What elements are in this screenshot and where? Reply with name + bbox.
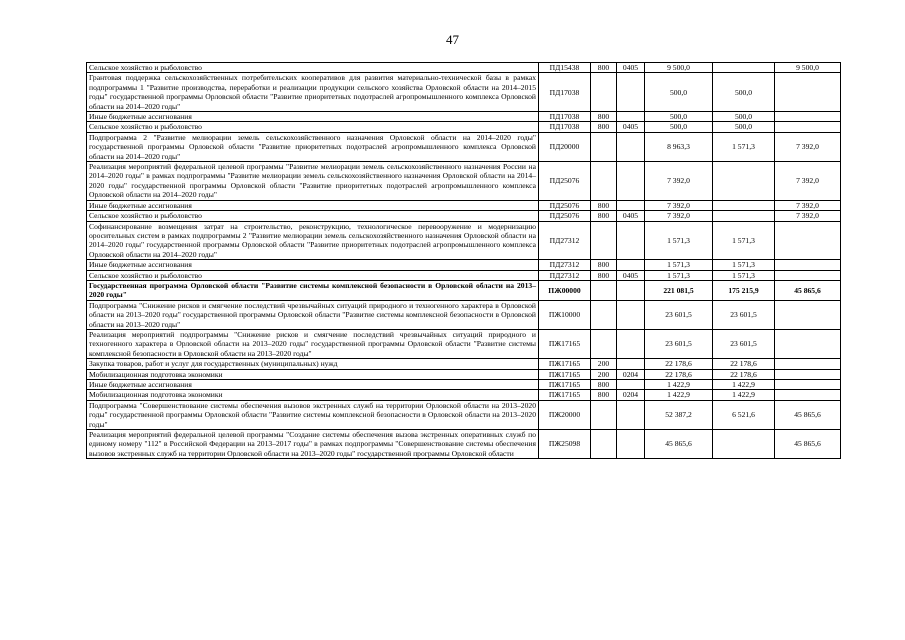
table-row (87, 270, 841, 280)
row-expense-type-cell: 800 (591, 200, 617, 210)
budget-table (86, 62, 841, 459)
row-federal-cell: 45 865,6 (775, 280, 841, 300)
row-regional-cell: 22 178,6 (713, 369, 775, 379)
row-total-cell: 500,0 (645, 122, 713, 132)
row-code-cell: ПД27312 (539, 260, 591, 270)
row-section-cell (617, 400, 645, 429)
row-federal-cell (775, 300, 841, 329)
row-section-cell (617, 280, 645, 300)
row-section-cell (617, 430, 645, 459)
row-section-cell (617, 200, 645, 210)
row-section-cell (617, 359, 645, 369)
row-name-cell: Реализация мероприятий подпрограммы "Снижение рисков и смягчение последствий чрезвычайных ситуаций природного и техногенного характера в Орловской области на 2013–2020 годы" государственной программы Орловской области "Развитие системы комплексной безопасности в Орловской области на 2013–2020 годы" (87, 329, 539, 358)
row-regional-cell: 1 571,3 (713, 260, 775, 270)
row-total-cell: 7 392,0 (645, 162, 713, 201)
row-section-cell (617, 112, 645, 122)
row-regional-cell: 23 601,5 (713, 329, 775, 358)
table-row (87, 369, 841, 379)
row-name-cell: Софинансирование возмещения затрат на строительство, реконструкцию, технологическое перевооружение и модернизацию оросительных систем в рамках подпрограммы 2 "Развитие мелиорации земель сельскохозяйственного назначения Орловской области на 2014–2020 годы" государственной программы Орловской области "Развитие приоритетных подотраслей агропромышленного комплекса Орловской области на 2014–2020 годы" (87, 221, 539, 260)
table-row (87, 400, 841, 429)
row-regional-cell: 1 571,3 (713, 270, 775, 280)
row-code-cell: ПЖ17165 (539, 390, 591, 400)
row-federal-cell (775, 112, 841, 122)
row-name-cell: Реализация мероприятий федеральной целевой программы "Создание системы обеспечения вызова экстренных оперативных служб по единому номеру "112" в Российской Федерации на 2013–2017 годы" в рамках подпрограммы "Совершенствование системы обеспечения вызовов экстренных служб на территории Орловской области на 2013–2020 годы" государственной программы Орловской области (87, 430, 539, 459)
row-regional-cell: 500,0 (713, 112, 775, 122)
row-expense-type-cell (591, 329, 617, 358)
row-federal-cell: 45 865,6 (775, 430, 841, 459)
row-expense-type-cell (591, 300, 617, 329)
row-regional-cell (713, 430, 775, 459)
row-code-cell: ПЖ17165 (539, 359, 591, 369)
table-row (87, 162, 841, 201)
row-federal-cell (775, 329, 841, 358)
row-name-cell: Сельское хозяйство и рыболовство (87, 211, 539, 221)
row-name-cell: Грантовая поддержка сельскохозяйственных потребительских кооперативов для развития материально-технической базы в рамках подпрограммы 1 "Развитие производства, переработки и реализации продукции сельского хозяйства Орловской области на 2014–2015 годы" государственной программы Орловской области "Развитие приоритетных подотраслей агропромышленного комплекса Орловской области на 2014–2020 годы" (87, 73, 539, 112)
row-regional-cell (713, 162, 775, 201)
row-regional-cell: 1 571,3 (713, 221, 775, 260)
row-total-cell: 221 081,5 (645, 280, 713, 300)
row-total-cell: 7 392,0 (645, 211, 713, 221)
table-row (87, 430, 841, 459)
row-federal-cell: 7 392,0 (775, 200, 841, 210)
row-federal-cell: 9 500,0 (775, 63, 841, 73)
row-code-cell: ПД27312 (539, 221, 591, 260)
row-expense-type-cell (591, 132, 617, 161)
table-row (87, 112, 841, 122)
row-section-cell: 0405 (617, 63, 645, 73)
row-name-cell: Реализация мероприятий федеральной целевой программы "Развитие мелиорации земель сельскохозяйственного назначения России на 2014–2020 годы" в рамках подпрограммы "Развитие мелиорации земель сельскохозяйственного назначения Орловской области на 2014–2020 годы" государственной программы Орловской области "Развитие приоритетных подотраслей агропромышленного комплекса Орловской области на 2014–2020 годы" (87, 162, 539, 201)
row-expense-type-cell: 800 (591, 211, 617, 221)
row-expense-type-cell (591, 73, 617, 112)
row-expense-type-cell (591, 221, 617, 260)
row-expense-type-cell: 200 (591, 359, 617, 369)
table-row (87, 211, 841, 221)
table-row (87, 380, 841, 390)
table-row (87, 122, 841, 132)
row-code-cell: ПЖ10000 (539, 300, 591, 329)
row-expense-type-cell (591, 400, 617, 429)
row-expense-type-cell: 800 (591, 390, 617, 400)
row-total-cell: 1 422,9 (645, 390, 713, 400)
row-federal-cell: 45 865,6 (775, 400, 841, 429)
row-expense-type-cell: 800 (591, 260, 617, 270)
row-name-cell: Закупка товаров, работ и услуг для государственных (муниципальных) нужд (87, 359, 539, 369)
row-expense-type-cell: 800 (591, 63, 617, 73)
row-name-cell: Мобилизационная подготовка экономики (87, 390, 539, 400)
row-code-cell: ПЖ25098 (539, 430, 591, 459)
table-row (87, 63, 841, 73)
row-expense-type-cell: 800 (591, 270, 617, 280)
row-total-cell: 22 178,6 (645, 369, 713, 379)
row-code-cell: ПЖ17165 (539, 329, 591, 358)
row-section-cell (617, 260, 645, 270)
table-row (87, 390, 841, 400)
row-code-cell: ПД17038 (539, 122, 591, 132)
row-regional-cell (713, 200, 775, 210)
row-total-cell: 1 571,3 (645, 221, 713, 260)
row-section-cell (617, 221, 645, 260)
row-section-cell (617, 300, 645, 329)
row-name-cell: Подпрограмма "Совершенствование системы обеспечения вызовов экстренных служб на территории Орловской области на 2013–2020 годы" государственной программы Орловской области "Развитие системы комплексной безопасности в Орловской области на 2013–2020 годы" (87, 400, 539, 429)
row-code-cell: ПД20000 (539, 132, 591, 161)
row-regional-cell: 500,0 (713, 122, 775, 132)
row-section-cell (617, 329, 645, 358)
row-regional-cell (713, 211, 775, 221)
row-section-cell (617, 73, 645, 112)
row-code-cell: ПД27312 (539, 270, 591, 280)
row-regional-cell: 22 178,6 (713, 359, 775, 369)
row-federal-cell (775, 359, 841, 369)
row-name-cell: Сельское хозяйство и рыболовство (87, 270, 539, 280)
row-total-cell: 22 178,6 (645, 359, 713, 369)
row-code-cell: ПД15438 (539, 63, 591, 73)
row-expense-type-cell: 200 (591, 369, 617, 379)
table-row (87, 221, 841, 260)
budget-table-body (87, 63, 841, 459)
row-section-cell: 0405 (617, 211, 645, 221)
table-row (87, 359, 841, 369)
row-expense-type-cell (591, 430, 617, 459)
page-number: 47 (446, 32, 459, 47)
row-total-cell: 1 571,3 (645, 260, 713, 270)
table-row (87, 329, 841, 358)
row-total-cell: 1 571,3 (645, 270, 713, 280)
row-section-cell (617, 380, 645, 390)
row-regional-cell: 23 601,5 (713, 300, 775, 329)
row-code-cell: ПД17038 (539, 112, 591, 122)
row-federal-cell (775, 260, 841, 270)
row-expense-type-cell (591, 162, 617, 201)
row-section-cell (617, 162, 645, 201)
row-code-cell: ПД25076 (539, 200, 591, 210)
row-code-cell: ПЖ20000 (539, 400, 591, 429)
row-regional-cell: 6 521,6 (713, 400, 775, 429)
row-regional-cell: 1 571,3 (713, 132, 775, 161)
row-regional-cell (713, 63, 775, 73)
row-name-cell: Сельское хозяйство и рыболовство (87, 63, 539, 73)
row-name-cell: Иные бюджетные ассигнования (87, 380, 539, 390)
row-name-cell: Подпрограмма 2 "Развитие мелиорации земель сельскохозяйственного назначения Орловской области на 2014–2020 годы" государственной программы Орловской области "Развитие приоритетных подотраслей агропромышленного комплекса Орловской области на 2014–2020 годы" (87, 132, 539, 161)
row-total-cell: 500,0 (645, 73, 713, 112)
row-section-cell: 0405 (617, 270, 645, 280)
row-code-cell: ПД25076 (539, 162, 591, 201)
row-code-cell: ПД25076 (539, 211, 591, 221)
row-regional-cell: 500,0 (713, 73, 775, 112)
row-federal-cell (775, 369, 841, 379)
row-regional-cell: 1 422,9 (713, 390, 775, 400)
row-code-cell: ПЖ00000 (539, 280, 591, 300)
row-name-cell: Подпрограмма "Снижение рисков и смягчение последствий чрезвычайных ситуаций природного и техногенного характера в Орловской области на 2013–2020 годы" государственной программы Орловской области "Развитие системы комплексной безопасности в Орловской области на 2013–2020 годы" (87, 300, 539, 329)
row-total-cell: 7 392,0 (645, 200, 713, 210)
row-federal-cell (775, 73, 841, 112)
row-section-cell: 0204 (617, 390, 645, 400)
row-total-cell: 45 865,6 (645, 430, 713, 459)
table-row (87, 73, 841, 112)
row-expense-type-cell: 800 (591, 380, 617, 390)
row-code-cell: ПЖ17165 (539, 380, 591, 390)
row-federal-cell: 7 392,0 (775, 162, 841, 201)
row-federal-cell: 7 392,0 (775, 211, 841, 221)
row-regional-cell: 1 422,9 (713, 380, 775, 390)
row-total-cell: 500,0 (645, 112, 713, 122)
row-federal-cell (775, 380, 841, 390)
row-total-cell: 9 500,0 (645, 63, 713, 73)
row-federal-cell (775, 390, 841, 400)
table-row (87, 260, 841, 270)
table-row (87, 300, 841, 329)
row-name-cell: Мобилизационная подготовка экономики (87, 369, 539, 379)
row-expense-type-cell: 800 (591, 112, 617, 122)
row-name-cell: Иные бюджетные ассигнования (87, 260, 539, 270)
row-expense-type-cell (591, 280, 617, 300)
row-regional-cell: 175 215,9 (713, 280, 775, 300)
row-name-cell: Иные бюджетные ассигнования (87, 112, 539, 122)
row-section-cell: 0405 (617, 122, 645, 132)
row-name-cell: Государственная программа Орловской области "Развитие системы комплексной безопасности в Орловской области на 2013–2020 годы" (87, 280, 539, 300)
row-total-cell: 52 387,2 (645, 400, 713, 429)
table-row (87, 200, 841, 210)
table-row (87, 280, 841, 300)
row-federal-cell (775, 122, 841, 132)
row-federal-cell (775, 221, 841, 260)
row-expense-type-cell: 800 (591, 122, 617, 132)
row-total-cell: 23 601,5 (645, 329, 713, 358)
row-federal-cell: 7 392,0 (775, 132, 841, 161)
row-name-cell: Сельское хозяйство и рыболовство (87, 122, 539, 132)
row-section-cell (617, 132, 645, 161)
row-total-cell: 23 601,5 (645, 300, 713, 329)
row-name-cell: Иные бюджетные ассигнования (87, 200, 539, 210)
row-total-cell: 1 422,9 (645, 380, 713, 390)
row-code-cell: ПД17038 (539, 73, 591, 112)
row-code-cell: ПЖ17165 (539, 369, 591, 379)
row-federal-cell (775, 270, 841, 280)
row-total-cell: 8 963,3 (645, 132, 713, 161)
table-row (87, 132, 841, 161)
row-section-cell: 0204 (617, 369, 645, 379)
